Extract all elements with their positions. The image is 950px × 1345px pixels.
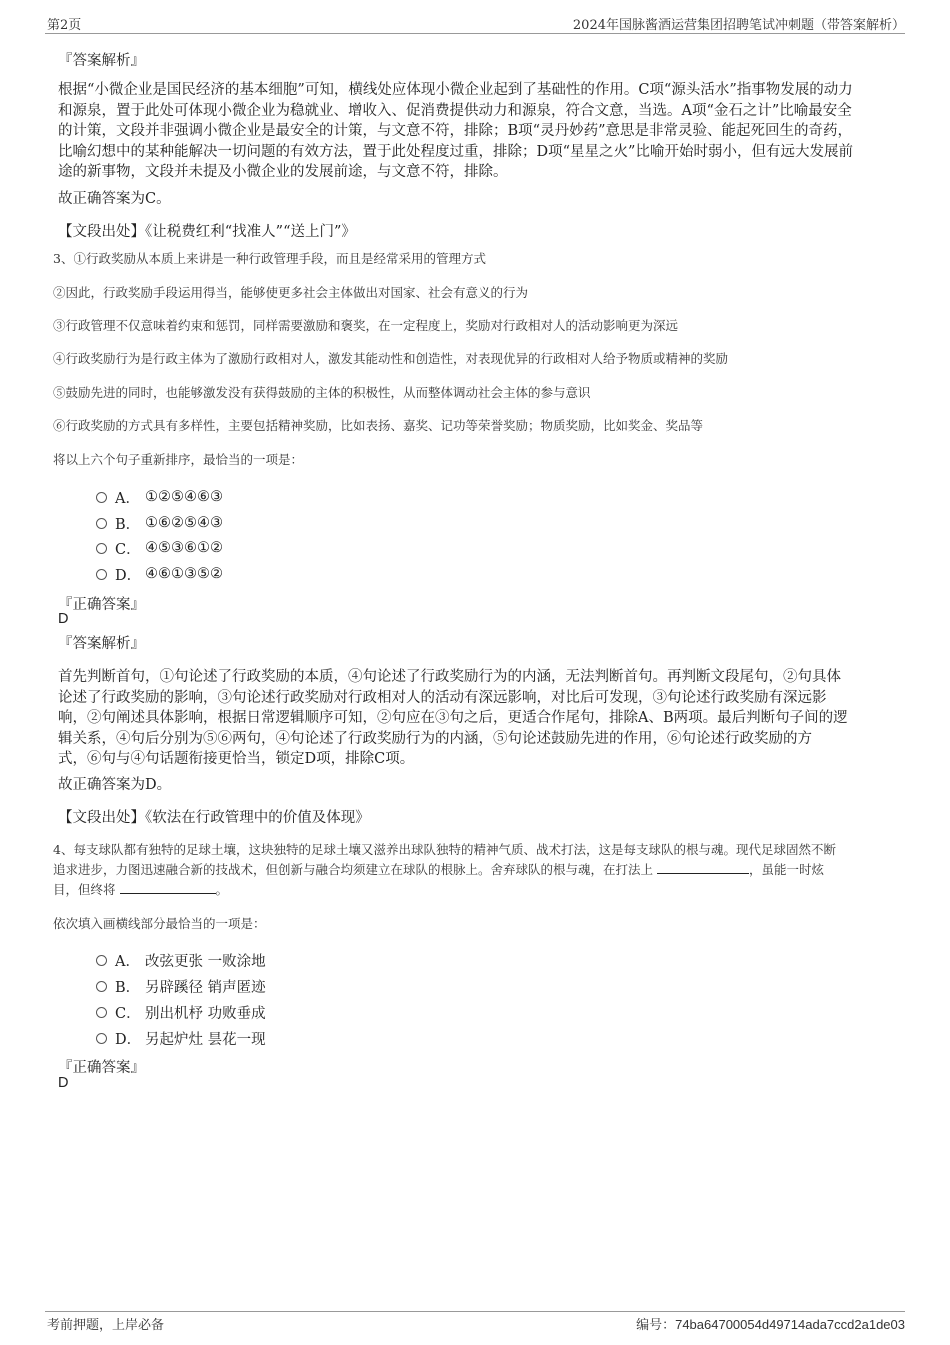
option-text: 改弦更张 一败涂地	[145, 953, 266, 970]
radio-circle-icon[interactable]	[96, 518, 107, 529]
q3-sentence-4: ④行政奖励行为是行政主体为了激励行政相对人，激发其能动性和创造性，对表现优异的行政相对人给予物质或精神的奖励	[53, 351, 729, 366]
q3-sentence-2: ②因此，行政奖励手段运用得当，能够使更多社会主体做出对国家、社会有意义的行为	[53, 285, 529, 300]
q4-stem-text: ，虽能一时炫	[749, 862, 825, 877]
option-letter: B．	[115, 979, 141, 996]
q3-analysis-label: 『答案解析』	[58, 636, 145, 652]
footer-slogan: 考前押题，上岸必备	[47, 1318, 165, 1333]
q3-analysis-line: 式，⑥句与④句话题衔接更恰当，锁定D项，排除C项。	[58, 751, 415, 767]
option-letter: C．	[115, 541, 141, 558]
q2-conclusion: 故正确答案为C。	[58, 191, 171, 207]
q3-analysis-line: 辑关系，④句后分别为⑤⑥两句，④句论述了行政奖励行为的内涵，⑤句论述鼓励先进的作用，⑥句论述行政奖励的方	[58, 730, 812, 747]
option-letter: B．	[115, 516, 141, 533]
q3-option-d[interactable]	[96, 564, 223, 584]
q3-sentence-5: ⑤鼓励先进的同时，也能够激发没有获得鼓励的主体的积极性，从而整体调动社会主体的参与意识	[53, 385, 591, 400]
footer-code-label: 编号：	[636, 1318, 676, 1333]
document-title: 2024年国脉酱酒运营集团招聘笔试冲刺题（带答案解析）	[572, 18, 905, 33]
radio-circle-icon[interactable]	[96, 981, 107, 992]
q3-sentence-3: ③行政管理不仅意味着约束和惩罚，同样需要激励和褒奖，在一定程度上，奖励对行政相对人的活动影响更为深远	[53, 318, 679, 333]
radio-circle-icon[interactable]	[96, 492, 107, 503]
q3-option-b[interactable]	[96, 513, 223, 533]
footer-code	[636, 1314, 905, 1333]
q4-stem-text: 追求进步，力图迅速融合新的技战术，但创新与融合均须建立在球队的根脉上。舍弃球队的根与魂，在打法上	[53, 862, 654, 877]
q3-conclusion: 故正确答案为D。	[58, 777, 172, 793]
q3-prompt: 将以上六个句子重新排序，最恰当的一项是：	[53, 452, 304, 467]
option-text: 别出机杼 功败垂成	[145, 1005, 266, 1022]
q2-analysis-line: 途的新事物，文段并未提及小微企业的发展前途，与文意不符，排除。	[58, 164, 508, 180]
radio-circle-icon[interactable]	[96, 569, 107, 580]
option-text: 另起炉灶 昙花一现	[145, 1031, 266, 1048]
q2-source: 【文段出处】《让税费红利“找准人”“送上门”》	[58, 224, 356, 240]
fill-in-blank-1[interactable]	[657, 860, 749, 874]
q2-analysis	[58, 80, 892, 183]
q2-analysis-line: 的计策，文段并非强调小微企业是最安全的计策，与文意不符，排除；B项“灵丹妙药”意思是非常灵验、能起死回生的奇药，	[58, 123, 852, 139]
q2-analysis-line: 和源泉，置于此处可体现小微企业为稳就业、增收入、促消费提供动力和源泉，符合文意，当选。A项“金石之计”比喻最安全	[58, 102, 852, 119]
option-letter: C．	[115, 1005, 141, 1022]
q3-analysis-line: 论述了行政奖励的影响，③句论述行政奖励对行政相对人的活动有深远影响，对比后可发现，③句论述行政奖励有深远影	[58, 689, 827, 706]
q4-option-c[interactable]	[96, 1002, 266, 1022]
fill-in-blank-2[interactable]	[120, 880, 216, 894]
q4-option-a[interactable]	[96, 950, 266, 970]
radio-circle-icon[interactable]	[96, 1033, 107, 1044]
option-text: ①⑥②⑤④③	[145, 515, 223, 531]
q4-stem-line	[53, 860, 905, 880]
q3-analysis-line: 响，②句阐述具体影响，根据日常逻辑顺序可知，②句应在③句之后，更适合作尾句，排除A、B两项。最后判断句子间的逻	[58, 710, 848, 726]
q4-stem-line: 4、每支球队都有独特的足球土壤，这块独特的足球土壤又滋养出球队独特的精神气质、战术打法，这是每支球队的根与魂。现代足球固然不断	[53, 842, 836, 857]
q3-sentence-1: 3、①行政奖励从本质上来讲是一种行政管理手段，而且是经常采用的管理方式	[53, 251, 486, 266]
q2-analysis-line: 根据“小微企业是国民经济的基本细胞”可知，横线处应体现小微企业起到了基础性的作用。C项“源头活水”指事物发展的动力	[58, 82, 853, 98]
q4-stem-text: 。	[215, 882, 229, 897]
option-text: ④⑥①③⑤②	[145, 566, 223, 582]
q3-option-c[interactable]	[96, 538, 223, 558]
radio-circle-icon[interactable]	[96, 1007, 107, 1018]
q3-source: 【文段出处】《软法在行政管理中的价值及体现》	[58, 810, 370, 826]
option-text: 另辟蹊径 销声匿迹	[145, 979, 266, 996]
q4-stem-text: 目，但终将	[53, 882, 116, 897]
option-text: ④⑤③⑥①②	[145, 540, 223, 556]
header-divider	[45, 33, 905, 34]
page-number: 第2页	[47, 18, 82, 33]
q3-sentence-6: ⑥行政奖励的方式具有多样性，主要包括精神奖励，比如表扬、嘉奖、记功等荣誉奖励；物质奖励，比如奖金、奖品等	[53, 418, 704, 433]
q4-stem-line	[53, 880, 905, 900]
q4-correct-answer: D	[58, 1075, 69, 1091]
option-letter: D．	[115, 1031, 142, 1048]
q3-correct-label: 『正确答案』	[58, 597, 145, 613]
radio-circle-icon[interactable]	[96, 543, 107, 554]
option-letter: D．	[115, 567, 142, 584]
footer-divider	[45, 1311, 905, 1312]
option-letter: A．	[115, 953, 140, 970]
q2-analysis-label: 『答案解析』	[58, 53, 145, 69]
q3-option-a[interactable]	[96, 487, 223, 507]
option-letter: A．	[115, 490, 140, 507]
option-text: ①②⑤④⑥③	[145, 489, 223, 505]
q4-stem	[53, 840, 905, 900]
q4-option-b[interactable]	[96, 976, 266, 996]
q2-analysis-line: 比喻幻想中的某种能解决一切问题的有效方法，置于此处程度过重，排除；D项“星星之火”比喻开始时弱小，但有远大发展前	[58, 143, 853, 160]
q3-analysis	[58, 667, 892, 770]
q3-correct-answer: D	[58, 611, 69, 627]
q4-prompt: 依次填入画横线部分最恰当的一项是：	[53, 916, 266, 931]
q4-option-d[interactable]	[96, 1028, 266, 1048]
q3-analysis-line: 首先判断首句，①句论述了行政奖励的本质，④句论述了行政奖励行为的内涵，无法判断首句。再判断文段尾句，②句具体	[58, 669, 841, 685]
radio-circle-icon[interactable]	[96, 955, 107, 966]
q4-correct-label: 『正确答案』	[58, 1060, 145, 1076]
footer-code-value: 74ba64700054d49714ada7ccd2a1de03	[675, 1317, 905, 1332]
